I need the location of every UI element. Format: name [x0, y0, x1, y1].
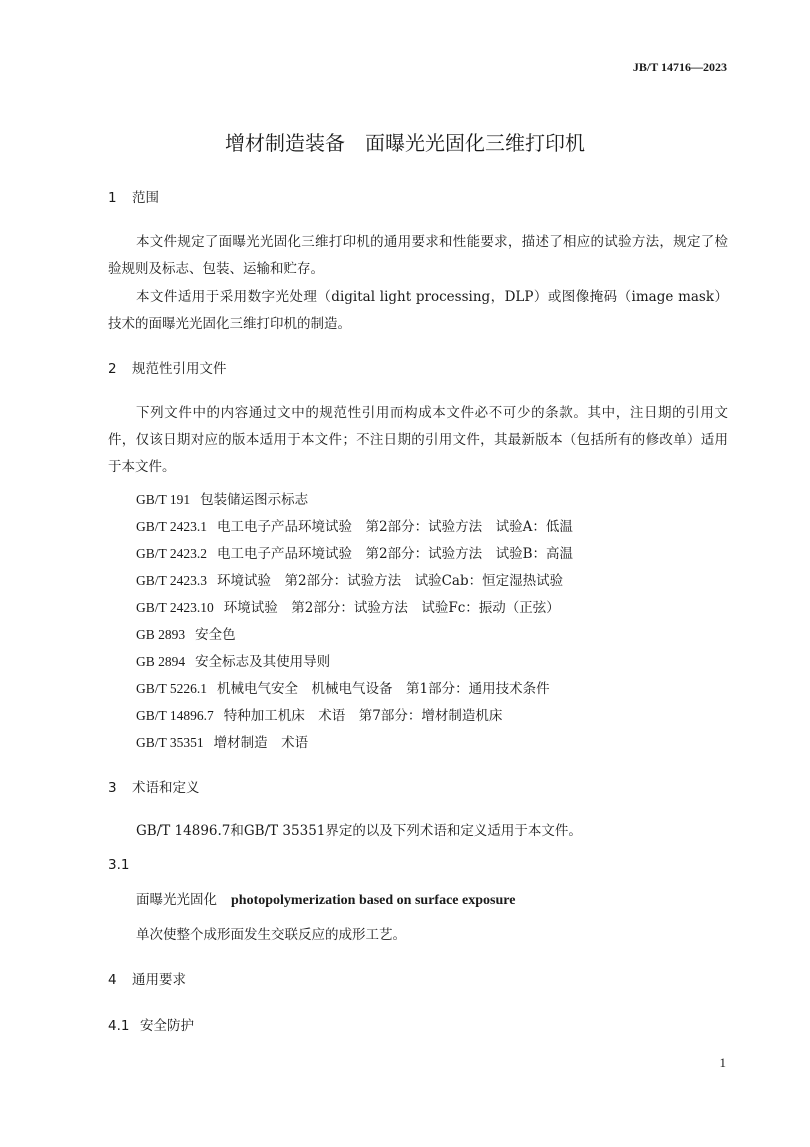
section-3-heading: [108, 776, 200, 796]
page-number: 1: [719, 1055, 726, 1070]
subsection-number: 4.1: [108, 1018, 130, 1034]
reference-code: GB/T 2423.2: [136, 546, 208, 561]
section-title: 范围: [132, 190, 159, 206]
section-title: 通用要求: [132, 972, 186, 988]
subsection-4-1-heading: [108, 1014, 194, 1034]
section-4-heading: [108, 968, 186, 988]
standard-code: JB/T 14716—2023: [632, 60, 727, 74]
section-2-paragraph: 下列文件中的内容通过文中的规范性引用而构成本文件必不可少的条款。其中，注日期的引用文件，仅该日期对应的版本适用于本文件；不注日期的引用文件，其最新版本（包括所有的修改单）适用于本文件。: [108, 405, 728, 475]
reference-item: [136, 704, 502, 724]
reference-item: [136, 623, 236, 643]
section-2-heading: [108, 357, 227, 377]
reference-item: [136, 650, 330, 670]
section-title: 规范性引用文件: [132, 361, 227, 377]
reference-item: [136, 542, 573, 562]
reference-item: [136, 488, 308, 508]
reference-title: 机械电气安全 机械电气设备 第1部分：通用技术条件: [217, 681, 550, 697]
section-3-paragraph: GB/T 14896.7和GB/T 35351界定的以及下列术语和定义适用于本文件。: [136, 823, 582, 839]
reference-code: GB/T 14896.7: [136, 708, 214, 723]
reference-item: [136, 515, 573, 535]
reference-item: [136, 731, 308, 751]
reference-code: GB/T 2423.10: [136, 600, 214, 615]
reference-item: [136, 677, 550, 697]
reference-code: GB/T 5226.1: [136, 681, 208, 696]
reference-code: GB/T 2423.3: [136, 573, 208, 588]
term-english: photopolymerization based on surface exposure: [231, 893, 516, 908]
section-1-heading: [108, 186, 159, 206]
section-number: 2: [108, 361, 117, 377]
term-number: 3.1: [108, 857, 130, 873]
section-1-paragraph-2: 本文件适用于采用数字光处理（digital light processing，DLP）或图像掩码（image mask）技术的面曝光光固化三维打印机的制造。: [108, 289, 728, 332]
section-number: 3: [108, 780, 117, 796]
subsection-title: 安全防护: [140, 1018, 194, 1034]
reference-code: GB 2893: [136, 627, 186, 642]
reference-item: [136, 596, 560, 616]
section-1-paragraph-1: 本文件规定了面曝光光固化三维打印机的通用要求和性能要求，描述了相应的试验方法，规定了检验规则及标志、包装、运输和贮存。: [108, 234, 728, 277]
reference-code: GB/T 2423.1: [136, 519, 208, 534]
section-number: 1: [108, 190, 117, 206]
reference-code: GB 2894: [136, 654, 186, 669]
reference-title: 安全色: [195, 627, 236, 643]
reference-title: 电工电子产品环境试验 第2部分：试验方法 试验B：高温: [217, 546, 574, 562]
term-entry: [136, 888, 515, 909]
reference-title: 环境试验 第2部分：试验方法 试验Fc：振动（正弦）: [223, 600, 560, 616]
term-chinese: 面曝光光固化: [136, 892, 217, 908]
reference-code: GB/T 35351: [136, 735, 204, 750]
reference-title: 安全标志及其使用导则: [195, 654, 331, 670]
reference-title: 电工电子产品环境试验 第2部分：试验方法 试验A：低温: [217, 519, 573, 535]
document-title: 增材制造装备 面曝光光固化三维打印机: [225, 131, 585, 155]
reference-item: [136, 569, 563, 589]
reference-title: 环境试验 第2部分：试验方法 试验Cab：恒定湿热试验: [217, 573, 564, 589]
reference-code: GB/T 191: [136, 492, 191, 507]
reference-title: 增材制造 术语: [213, 735, 309, 751]
reference-title: 包装储运图示标志: [200, 492, 309, 508]
reference-title: 特种加工机床 术语 第7部分：增材制造机床: [223, 708, 503, 724]
section-number: 4: [108, 972, 117, 988]
term-definition: 单次使整个成形面发生交联反应的成形工艺。: [136, 927, 406, 943]
section-title: 术语和定义: [132, 780, 200, 796]
